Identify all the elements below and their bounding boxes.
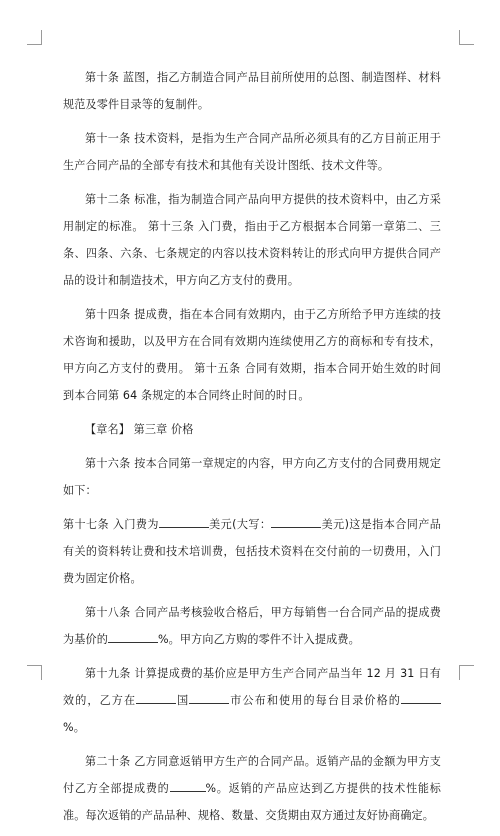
fill-blank-royalty-rate[interactable]	[108, 631, 158, 643]
article-20	[63, 748, 441, 829]
article-10: 第十条 蓝图，指乙方制造合同产品目前所使用的总图、制造图样、材料规范及零件目录等的复制件。	[63, 71, 441, 111]
fill-blank-entry-fee[interactable]	[159, 516, 209, 528]
article-14-15: 第十四条 提成费，指在本合同有效期内，由于乙方所给予甲方连续的技术咨询和援助，以及甲方在合同有效期内连续使用乙方的商标和专有技术，甲方向乙方支付的费用。 第十五条 合同有效期，指本合同开始生效的时间到本合同第 64 条规定的本合同终止时间的时日。	[63, 308, 441, 402]
fill-blank-buyback-percent[interactable]	[170, 780, 206, 792]
article-11: 第十一条 技术资料，是指为生产合同产品所必须具有的乙方目前正用于生产合同产品的全部专有技术和其他有关设计图纸、技术文件等。	[63, 132, 441, 172]
article-20-text-b: %。返销的产品应达到乙方提供的技术性能标准。每次返销的产品品种、规格、数量、交货期由双方通过友好协商确定。	[63, 782, 441, 822]
article-19-text-a: 第十九条 计算提成费的基价应是甲方生产合同产品当年 12 月 31 日有效的，乙方在	[63, 667, 441, 707]
article-17	[63, 511, 441, 592]
article-17-text-a: 第十七条 入门费为	[63, 518, 159, 531]
article-12-13: 第十二条 标准，指为制造合同产品向甲方提供的技术资料中，由乙方采用制定的标准。 第十三条 入门费，指由于乙方根据本合同第一章第二、三条、四条、六条、七条规定的内容以技术资料转让的形式向甲方提供合同产品的设计和制造技术，甲方向乙方支付的费用。	[63, 193, 441, 287]
fill-blank-base-price-percent[interactable]	[401, 692, 441, 704]
article-17-text-c: 美元)这是指本合同产品有关的资料转让费和技术培训费，包括技术资料在交付前的一切费用，入门费为固定价格。	[63, 518, 441, 585]
article-19-text-b: 国	[176, 694, 190, 707]
fill-blank-entry-fee-capital[interactable]	[271, 516, 321, 528]
crop-mark-bottom-left	[27, 665, 42, 680]
fill-blank-city[interactable]	[189, 692, 229, 704]
fill-blank-country[interactable]	[136, 692, 176, 704]
article-18-text-b: %。甲方向乙方购的零件不计入提成费。	[157, 633, 360, 646]
crop-mark-top-right	[459, 30, 474, 45]
article-19	[63, 660, 441, 741]
article-16: 第十六条 按本合同第一章规定的内容，甲方向乙方支付的合同费用规定如下：	[63, 457, 441, 497]
article-20-text-a: 第二十条 乙方同意返销甲方生产的合同产品。返销产品的金额为甲方支付乙方全部提成费的	[63, 755, 441, 795]
article-17-text-b: 美元(大写：	[208, 518, 272, 531]
chapter-heading: 【章名】 第三章 价格	[85, 423, 194, 436]
article-19-text-c: 市公布和使用的每台目录价格的	[229, 694, 401, 707]
crop-mark-top-left	[27, 30, 42, 45]
crop-mark-bottom-right	[459, 665, 474, 680]
document-body	[63, 64, 441, 836]
article-19-text-d: %。	[63, 721, 85, 734]
article-18-text-a: 第十八条 合同产品考核验收合格后，甲方每销售一台合同产品的提成费为基价的	[63, 606, 441, 646]
article-18	[63, 599, 441, 653]
